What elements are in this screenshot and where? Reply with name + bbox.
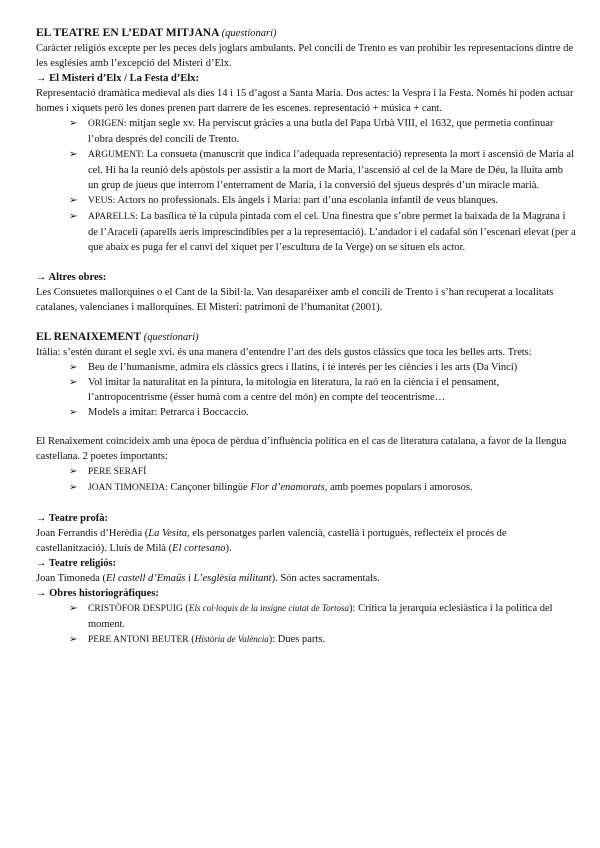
arrow-bullet-icon: ➢ <box>69 211 78 222</box>
arrow-bullet-icon: ➢ <box>69 482 78 493</box>
list-item: ➢ CRISTÒFOR DESPUIG (Els col·loquis de la insigne ciutat de Tortosa): Critica la jerarquia eclesiàstica i la política del moment. <box>69 603 553 630</box>
arrow-bullet-icon: ➢ <box>69 195 78 206</box>
renaixement-decline: El Renaixement coincideix amb una època de pèrdua d’influència política en el cas de literatura catalana, a favor de la llengua castellana. 2 poetes importants: <box>36 436 567 462</box>
arrow-bullet-icon: ➢ <box>69 603 78 614</box>
arrow-bullet-icon: ➢ <box>69 362 78 373</box>
list-item: ➢ JOAN TIMONEDA: Cançoner bilingüe Flor d’enamorats, amb poemes populars i amorosos. <box>69 482 473 493</box>
teatre-profa-text: Joan Ferrandis d’Herèdia (La Vesita, els personatges parlen valencià, castellà i portuguès, reflecteix el procés de castellanització). Lluís de Milà (El cortesano). <box>36 528 507 554</box>
arrow-bullet-icon: ➢ <box>69 149 78 160</box>
altres-obres-text: Les Consuetes mallorquines o el Cant de la Sibil·la. Van desaparéixer amb el concili de Trento i s’han recuperat a localitats catalanes, valencianes i mallorquines. El Misteri: patrimoni de l’humanitat (2001). <box>36 287 554 313</box>
list-item: ➢ PERE ANTONI BEUTER (Història de València): Dues parts. <box>69 634 326 645</box>
list-item: ➢ PERE SERAFÍ <box>69 466 147 477</box>
arrow-bullet-icon: ➢ <box>69 407 78 418</box>
questionari-tag: (questionari) <box>221 28 277 39</box>
misteri-heading: → El Misteri d’Elx / La Festa d’Elx: <box>36 73 200 84</box>
list-item: ➢ APARELLS: La basílica té la cúpula pintada com el cel. Una finestra que s’obre permet la baixada de la Magrana i de l’Araceli (aparells aeris imprescindibles per a la representació). L’andador i el cadafal són l’escenari elevat (per a que abaix es puga fer el canvi del xiquet per l’escultura de la Verge) on se situen els actor. <box>69 211 576 253</box>
altres-obres-heading: → Altres obres: <box>36 272 107 283</box>
renaixement-intro: Itàlia: s’estén durant el segle xvi. és una manera d’entendre l’art des dels gustos clàssics que toca les belles arts. Trets: <box>36 347 532 358</box>
list-item: ➢ ARGUMENT: La consueta (manuscrit que indica l’adequada representació) representa la mort i ascensió de Maria al cel. Hi ha la reunió dels apòstols per assistir a la mort de Maria, l’ascensió al cel de la Mare de Déu, la lluita amb un grup de jueus que interrom l’enterrament de Maria, i la conversió del sjueus després d’un miracle marià. <box>69 149 575 191</box>
arrow-bullet-icon: ➢ <box>69 466 78 477</box>
arrow-bullet-icon: ➢ <box>69 118 78 129</box>
teatre-religios-heading: → Teatre religiós: <box>36 558 117 569</box>
arrow-bullet-icon: ➢ <box>69 634 78 645</box>
list-item: ➢ Vol imitar la naturalitat en la pintura, la mitologia en literatura, la raó en la ciència i el pensament, l’antropocentrisme (ésser humà com a centre del món) en compte del teocentrisme… <box>69 377 500 403</box>
renaixement-traits-list <box>36 360 576 420</box>
poets-list <box>36 464 576 496</box>
list-item: ➢ VEUS: Actors no professionals. Els àngels i Maria: part d’una escolania infantil de veus blanques. <box>69 195 499 206</box>
section-title-medieval-theatre: EL TEATRE EN L’EDAT MITJANA (questionari) <box>36 27 277 39</box>
list-item: ➢ ORIGEN: mitjan segle xv. Ha perviscut gràcies a una butla del Papa Urbà VIII, el 1632, que permetia continuar l’obra després del concili de Trento. <box>69 118 554 145</box>
historiografia-heading: → Obres historiogràfiques: <box>36 588 159 599</box>
medieval-intro: Caràcter religiós excepte per les peces dels joglars ambulants. Pel concili de Trento es van prohibir les representacions dintre de les esglésies amb l’excepció del Misteri d’Elx. <box>36 43 574 69</box>
list-item: ➢ Models a imitar: Petrarca i Boccaccio. <box>69 407 249 418</box>
list-item: ➢ Beu de l’humanisme, admira els clàssics grecs i llatins, i té interés per les ciències i les arts (Da Vinci) <box>69 362 518 373</box>
historiografia-list <box>36 601 576 648</box>
teatre-religios-text: Joan Timoneda (El castell d’Emaüs i L’esglèsia militant). Són actes sacramentals. <box>36 573 380 584</box>
misteri-description: Representació dramàtica medieval als dies 14 i 15 d’agost a Santa Maria. Dos actes: la Vespra i la Festa. Només hi poden actuar homes i xiquets però les dones prenen part darrere de les escenes. representació + música + cant. <box>36 88 574 114</box>
arrow-bullet-icon: ➢ <box>69 377 78 388</box>
teatre-profa-heading: → Teatre profà: <box>36 513 108 524</box>
document-page <box>36 26 576 648</box>
section-title-renaixement: EL RENAIXEMENT (questionari) <box>36 331 199 343</box>
misteri-details-list <box>36 116 576 255</box>
questionari-tag: (questionari) <box>143 332 199 343</box>
